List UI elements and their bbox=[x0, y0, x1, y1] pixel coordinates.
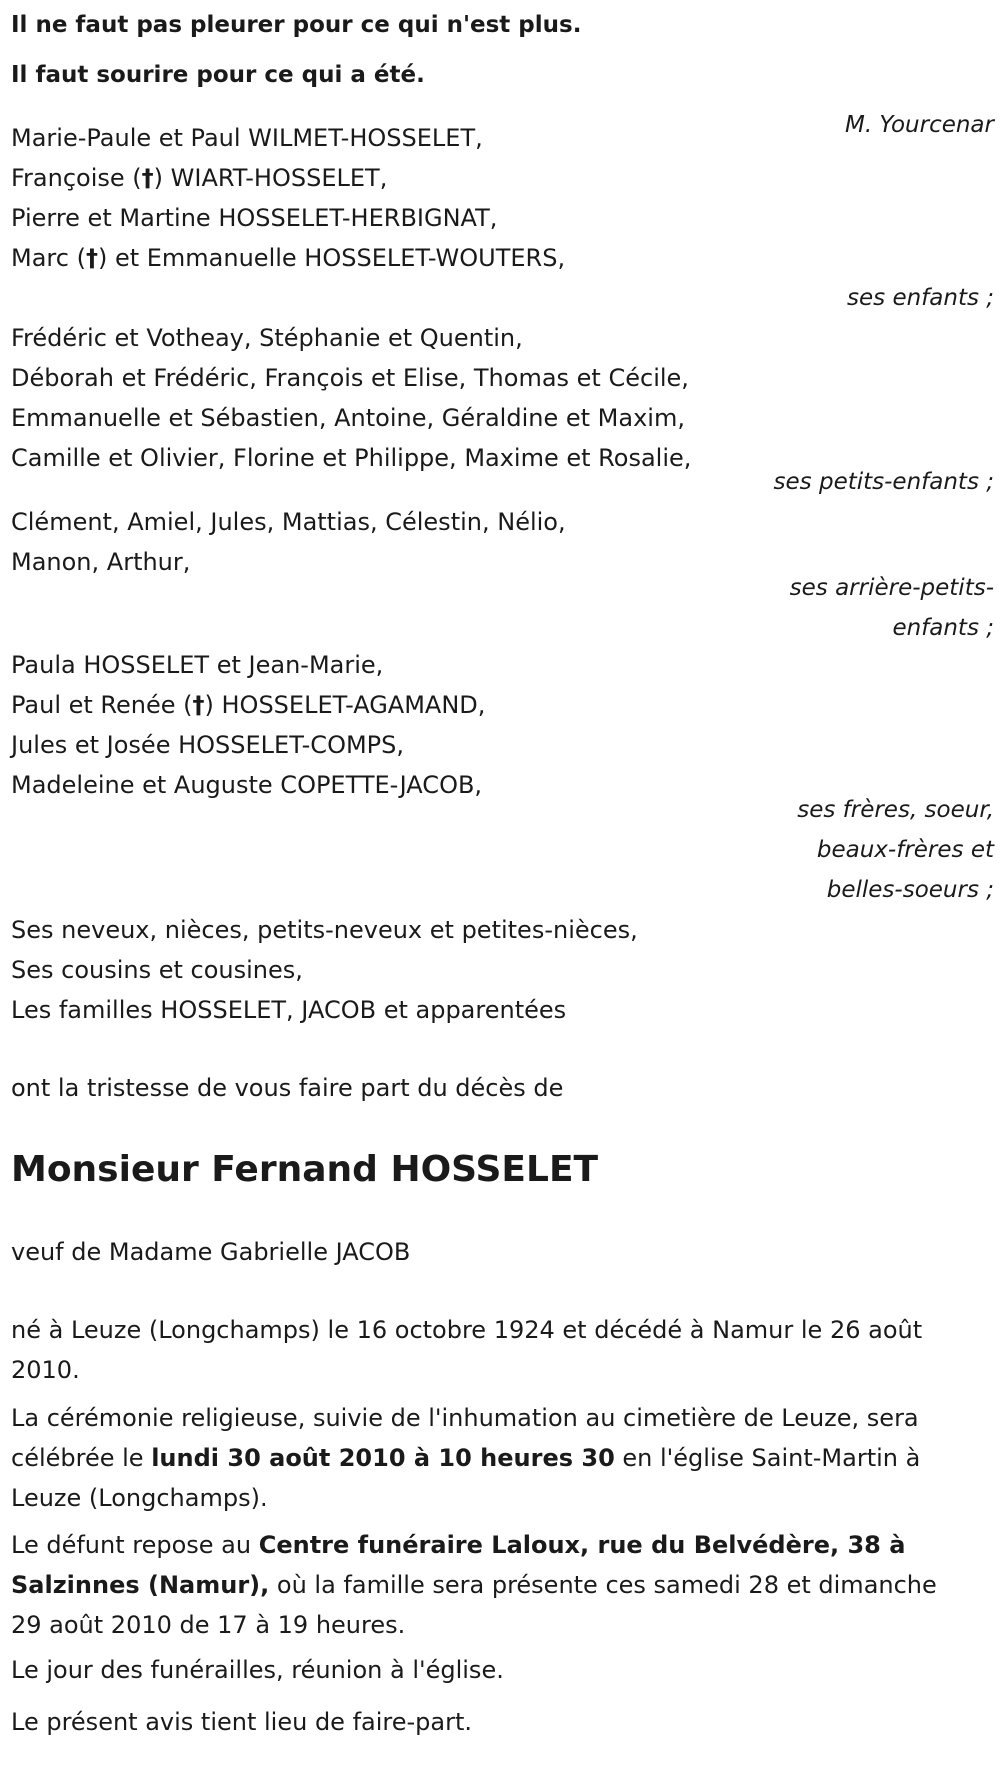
ceremony-text-post: en l'église Saint-Martin à Leuze (Longchamps). bbox=[11, 1444, 921, 1512]
children-line-2-pre: Françoise ( bbox=[11, 164, 142, 192]
grandchildren-line-1: Frédéric et Votheay, Stéphanie et Quentin, bbox=[11, 324, 523, 352]
siblings-line-2 bbox=[11, 685, 991, 725]
great-grandchildren-line-2: Manon, Arthur, bbox=[11, 548, 191, 576]
siblings-role-3: belles-soeurs ; bbox=[826, 877, 994, 903]
rest-location: Centre funéraire Laloux, rue du Belvédère, 38 à Salzinnes (Namur), bbox=[11, 1531, 906, 1599]
siblings-line-3: Jules et Josée HOSSELET-COMPS, bbox=[11, 731, 404, 759]
siblings-role-2: beaux-frères et bbox=[816, 837, 994, 863]
ceremony-text-pre: La cérémonie religieuse, suivie de l'inhumation au cimetière de Leuze, sera célébrée le bbox=[11, 1404, 919, 1472]
great-grandchildren-line-1: Clément, Amiel, Jules, Mattias, Célestin, Nélio, bbox=[11, 508, 566, 536]
grandchildren-line-2: Déborah et Frédéric, François et Elise, Thomas et Cécile, bbox=[11, 364, 689, 392]
children-line-4 bbox=[11, 238, 991, 278]
grandchildren-line-3: Emmanuelle et Sébastien, Antoine, Géraldine et Maxim, bbox=[11, 404, 685, 432]
quote-line-1: Il ne faut pas pleurer pour ce qui n'est plus. bbox=[11, 12, 582, 38]
quote-line-2: Il faut sourire pour ce qui a été. bbox=[11, 62, 425, 88]
others-line-3: Les familles HOSSELET, JACOB et apparentées bbox=[11, 996, 567, 1024]
cross-icon: † bbox=[85, 244, 98, 272]
rest-text-pre: Le défunt repose au bbox=[11, 1531, 259, 1559]
quote-author-name: M. Yourcenar bbox=[844, 112, 994, 138]
others-block bbox=[11, 910, 991, 1030]
great-grandchildren-role bbox=[790, 568, 994, 648]
grandchildren-line-4: Camille et Olivier, Florine et Philippe, Maxime et Rosalie, bbox=[11, 444, 692, 472]
siblings-role-1: ses frères, soeur, bbox=[797, 797, 994, 823]
widower-text: veuf de Madame Gabrielle JACOB bbox=[11, 1238, 411, 1266]
children-line-4-pre: Marc ( bbox=[11, 244, 86, 272]
siblings-role bbox=[797, 790, 994, 910]
deceased-name: Monsieur Fernand HOSSELET bbox=[11, 1149, 599, 1190]
cross-icon: † bbox=[192, 691, 205, 719]
siblings-line-4: Madeleine et Auguste COPETTE-JACOB, bbox=[11, 771, 483, 799]
ceremony-date: lundi 30 août 2010 à 10 heures 30 bbox=[151, 1444, 615, 1472]
announcement-text: ont la tristesse de vous faire part du décès de bbox=[11, 1074, 564, 1102]
cross-icon: † bbox=[141, 164, 154, 192]
children-line-2-post: ) WIART-HOSSELET, bbox=[153, 164, 388, 192]
others-line-1: Ses neveux, nièces, petits-neveux et petites-nièces, bbox=[11, 916, 638, 944]
grandchildren-role bbox=[774, 462, 994, 502]
children-line-4-post: ) et Emmanuelle HOSSELET-WOUTERS, bbox=[97, 244, 566, 272]
rest-text-post: où la famille sera présente ces samedi 28 et dimanche 29 août 2010 de 17 à 19 heures. bbox=[11, 1571, 937, 1639]
others-line-2: Ses cousins et cousines, bbox=[11, 956, 303, 984]
children-role bbox=[847, 278, 994, 318]
siblings-block bbox=[11, 645, 991, 805]
great-grandchildren-role-2: enfants ; bbox=[892, 615, 994, 641]
great-grandchildren-role-1: ses arrière-petits- bbox=[789, 575, 994, 601]
grandchildren-role-label: ses petits-enfants ; bbox=[773, 469, 994, 495]
siblings-line-2-pre: Paul et Renée ( bbox=[11, 691, 193, 719]
grandchildren-block bbox=[11, 318, 991, 478]
children-block bbox=[11, 118, 991, 278]
children-line-2 bbox=[11, 158, 991, 198]
rest-text bbox=[11, 1525, 971, 1645]
children-line-1: Marie-Paule et Paul WILMET-HOSSELET, bbox=[11, 124, 483, 152]
funeral-day-text: Le jour des funérailles, réunion à l'église. bbox=[11, 1656, 504, 1684]
children-role-label: ses enfants ; bbox=[847, 285, 994, 311]
siblings-line-2-post: ) HOSSELET-AGAMAND, bbox=[204, 691, 486, 719]
birth-death-text: né à Leuze (Longchamps) le 16 octobre 1924 et décédé à Namur le 26 août 2010. bbox=[11, 1316, 923, 1384]
notice-text: Le présent avis tient lieu de faire-part. bbox=[11, 1708, 473, 1736]
children-line-3: Pierre et Martine HOSSELET-HERBIGNAT, bbox=[11, 204, 498, 232]
siblings-line-1: Paula HOSSELET et Jean-Marie, bbox=[11, 651, 384, 679]
ceremony-text bbox=[11, 1398, 971, 1518]
